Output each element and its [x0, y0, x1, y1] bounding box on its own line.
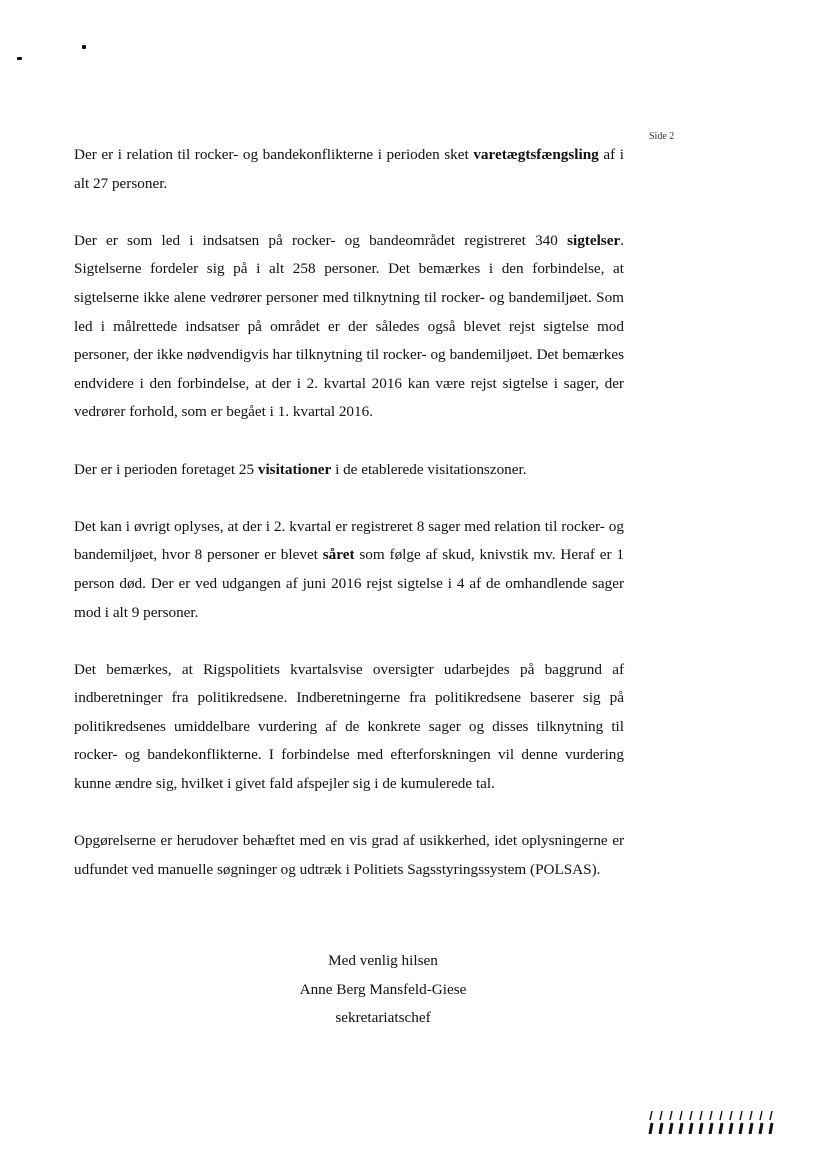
text-run: Det kan i øvrigt oplyses, at der i 2. kvartal er registreret 8 sager med relation til rocker- og bandemiljøet, hvor 8 personer er blevet — [74, 517, 624, 564]
barcode-bar — [770, 1111, 772, 1120]
barcode-bar — [720, 1111, 722, 1120]
paragraph — [74, 227, 624, 427]
barcode-bar — [660, 1123, 662, 1134]
barcode-bar — [760, 1111, 762, 1120]
text-run: Der er i relation til rocker- og bandekonflikterne i perioden sket — [74, 146, 474, 163]
scan-speck — [82, 45, 86, 49]
barcode-bar — [670, 1111, 672, 1120]
bold-term: såret — [322, 546, 355, 564]
barcode-bar — [650, 1111, 652, 1120]
barcode-bar — [650, 1123, 652, 1134]
text-run: Det bemærkes, at Rigspolitiets kvartalsvise oversigter udarbejdes på baggrund af indberetninger fra politikredsene. Indberetningerne fra politikredsene baserer sig på politikredsenes umiddelbare vurdering af de konkrete sager og disses tilknytning til rocker- og bandekonflikterne. I forbindelse med efterforskningen vil denne vurdering kunne ændre sig, hvilket i givet fald afspejler sig i de kumulerede tal. — [74, 660, 624, 793]
bold-term: visitationer — [257, 460, 332, 478]
paragraph — [74, 827, 624, 884]
barcode-bar — [690, 1123, 692, 1134]
signatory-title: sekretariatschef — [335, 1009, 431, 1027]
barcode-bar — [710, 1111, 712, 1120]
barcode-bar — [660, 1111, 662, 1120]
paragraph — [74, 513, 624, 627]
barcode-graphic — [647, 1109, 782, 1137]
paragraph — [74, 456, 624, 485]
letter-body — [74, 141, 624, 913]
barcode-bar — [750, 1123, 752, 1134]
barcode-bar — [730, 1123, 732, 1134]
barcode-bar — [750, 1111, 752, 1120]
scan-speck — [17, 57, 22, 60]
page-number: Side 2 — [649, 131, 675, 142]
barcode-bar — [700, 1111, 702, 1120]
barcode-bar — [720, 1123, 722, 1134]
barcode-bar — [770, 1123, 772, 1134]
text-run: . Sigtelserne fordeler sig på i alt 258 personer. Det bemærkes i den forbindelse, at sigtelserne ikke alene vedrører personer med tilknytning til rocker- og bandemiljøet. Som led i målrettede indsatser på området er der således også blevet rejst sigtelse mod personer, der ikke nødvendigvis har tilknytning til rocker- og bandemiljøet. Det bemærkes endvidere i den forbindelse, at der i 2. kvartal 2016 kan være rejst sigtelse i sager, der vedrører forhold, som er begået i 1. kvartal 2016. — [74, 231, 624, 421]
barcode-bar — [760, 1123, 762, 1134]
text-run: i de etablerede visitationszoner. — [331, 460, 527, 478]
closing-greeting: Med venlig hilsen — [328, 952, 438, 969]
barcode-bar — [700, 1123, 702, 1134]
bold-term: sigtelser — [567, 231, 621, 249]
barcode-bar — [670, 1123, 672, 1134]
text-run: Opgørelserne er herudover behæftet med en vis grad af usikkerhed, idet oplysningerne er udfundet ved manuelle søgninger og udtræk i Politiets Sagsstyringssystem (POLSAS). — [74, 832, 624, 878]
barcode-bar — [690, 1111, 692, 1120]
barcode-bar — [740, 1111, 742, 1120]
barcode-bar — [710, 1123, 712, 1134]
text-run: af i alt 27 personer. — [74, 146, 624, 192]
paragraph — [74, 141, 624, 198]
paragraph — [74, 656, 624, 799]
barcode-bar — [680, 1111, 682, 1120]
signature-block — [233, 947, 533, 1033]
text-run: som følge af skud, knivstik mv. Heraf er 1 person død. Der er ved udgangen af juni 2016 rejst sigtelse i 4 af de omhandlende sager mod i alt 9 personer. — [74, 546, 624, 621]
text-run: Der er som led i indsatsen på rocker- og bandeområdet registreret 340 — [74, 231, 568, 249]
barcode-bar — [680, 1123, 682, 1134]
signatory-name: Anne Berg Mansfeld-Giese — [299, 980, 467, 998]
barcode-bar — [730, 1111, 732, 1120]
barcode-bar — [740, 1123, 742, 1134]
text-run: Der er i perioden foretaget 25 — [74, 460, 258, 478]
bold-term: varetægtsfængsling — [473, 146, 599, 163]
